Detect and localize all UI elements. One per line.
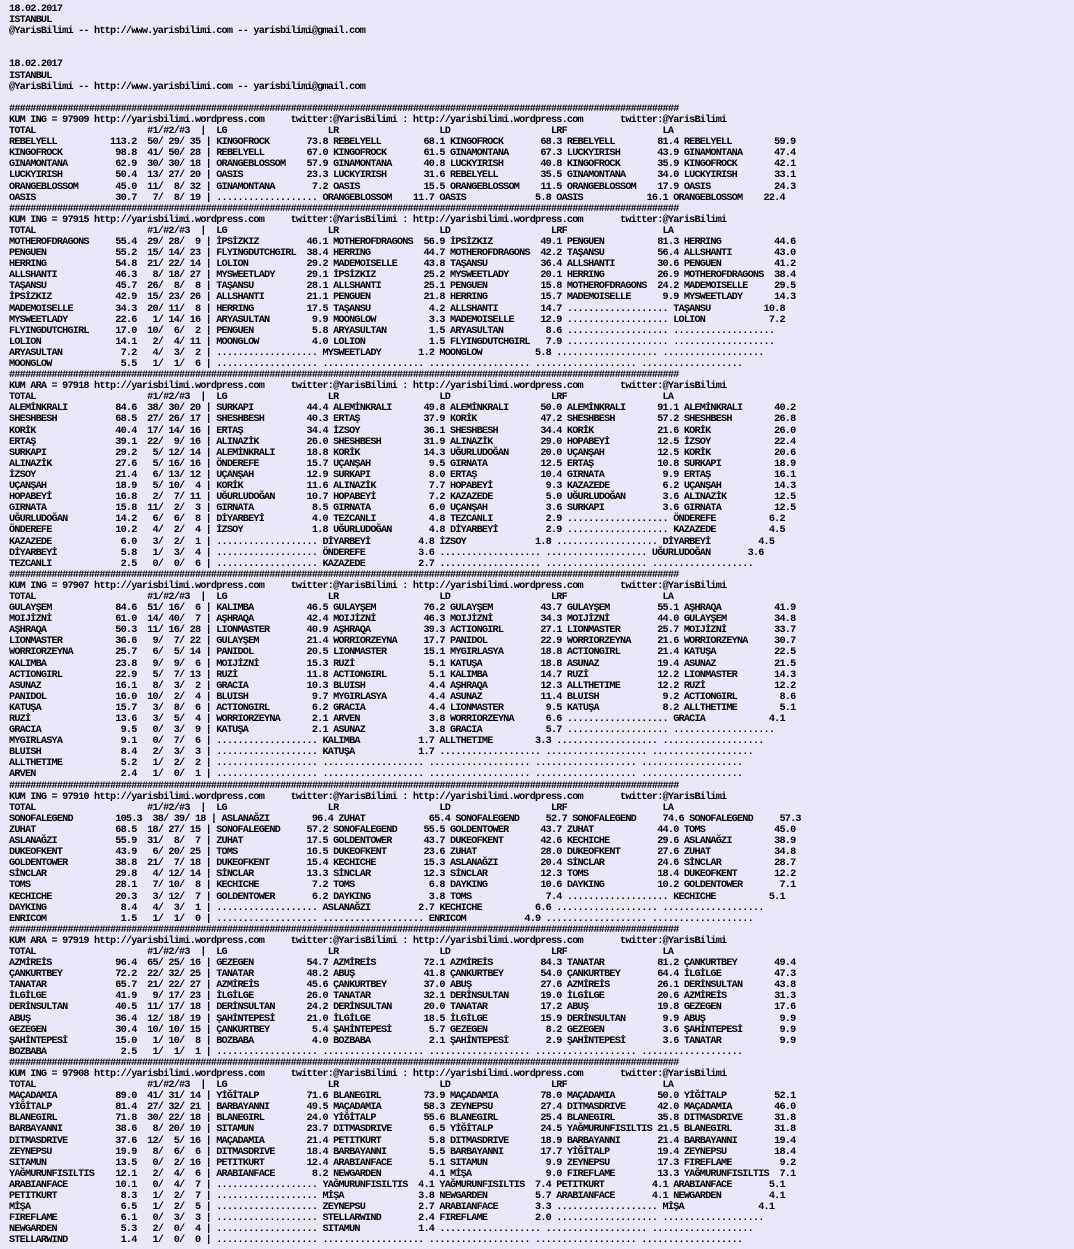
report-line: ############################################################################################################################## bbox=[9, 203, 679, 215]
report-line bbox=[9, 93, 1074, 104]
report-line: RUZİ 13.6 3/ 5/ 4 | WORRIORZEYNA 2.1 ARVEN 3.8 WORRIORZEYNA 6.6 ................... GRACIA 4.1 bbox=[9, 714, 785, 725]
report-line bbox=[9, 37, 1074, 48]
report-line: LUCKYIRISH 50.4 13/ 27/ 20 | OASIS 23.3 LUCKYIRISH 31.6 REBELYELL 35.5 GINAMONTANA 34.0 LUCKYIRISH 33.1 bbox=[9, 170, 796, 182]
report-line: OASIS 30.7 7/ 8/ 19 | ................... ORANGEBLOSSOM 11.7 OASIS 5.8 OASIS 16.1 ORANGEBLOSSOM 22.4 bbox=[9, 192, 785, 204]
report-line: KUM ING = 97907 http://yarisbilimi.wordpress.com twitter:@YarisBilimi : http://yarisbilimi.wordpress.com twitter:@YarisBilimi bbox=[9, 580, 727, 592]
report-line: ############################################################################################################################## bbox=[9, 569, 679, 581]
report-line: MİŞA 6.5 1/ 2/ 5 | ................... ZEYNEPSU 2.7 ARABIANFACE 3.3 ................... MİŞA 4.1 bbox=[9, 1202, 775, 1214]
report-line: PANIDOL 16.0 10/ 2/ 4 | BLUISH 9.7 MYGIRLASYA 4.4 ASUNAZ 11.4 BLUISH 9.2 ACTIONGIRL 8.6 bbox=[9, 691, 796, 703]
report-line: SITAMUN 13.5 0/ 2/ 16 | PETITKURT 12.4 ARABIANFACE 5.1 SITAMUN 9.9 ZEYNEPSU 17.3 FIREFLAME 9.2 bbox=[9, 1157, 796, 1169]
report-line: İPSİZKIZ 42.9 15/ 23/ 26 | ALLSHANTI 21.1 PENGUEN 21.8 HERRING 15.7 MADEMOISELLE 9.9 MYSWEETLADY 14.3 bbox=[9, 292, 796, 304]
report-line: ############################################################################################################################## bbox=[9, 780, 679, 792]
report-line: ISTANBUL bbox=[9, 15, 52, 27]
report-line: ORANGEBLOSSOM 45.0 11/ 8/ 32 | GINAMONTANA 7.2 OASIS 15.5 ORANGEBLOSSOM 11.5 ORANGEBLOSSOM 17.9 OASIS 24.3 bbox=[9, 181, 796, 193]
report-line: @YarisBilimi -- http://www.yarisbilimi.com -- yarisbilimi@gmail.com bbox=[9, 81, 366, 93]
report-line: YAĞMURUNFISILTIS 12.1 2/ 4/ 6 | ARABIANFACE 8.2 NEWGARDEN 4.1 MİŞA 9.0 FIREFLAME 13.3 YAĞMURUNFISILTIS 7.1 bbox=[9, 1168, 796, 1180]
report-line: STELLARWIND 1.4 1/ 0/ 0 | ................... ................... ................... ................... ................... bbox=[9, 1235, 743, 1247]
report-line: MOONGLOW 5.5 1/ 1/ 6 | ................... ................... ................... ................... ................... bbox=[9, 359, 743, 370]
report-line: TOTAL #1/#2/#3 | LG LR LD LRF LA bbox=[9, 225, 674, 237]
report-line: ALINAZİK 27.6 5/ 16/ 16 | ÖNDEREFE 15.7 UÇANŞAH 9.5 GIRNATA 12.5 ERTAŞ 10.8 SURKAPI 18.9 bbox=[9, 458, 796, 470]
report-line: MOIJİZNİ 61.0 14/ 40/ 7 | AŞHRAQA 42.4 MOIJİZNİ 46.3 MOIJİZNİ 34.3 MOIJİZNİ 44.0 GULAYŞEM 34.8 bbox=[9, 614, 796, 626]
report-line: DAYKING 8.4 4/ 3/ 1 | ................... ASLANAĞZI 2.7 KECHICHE 6.6 ................... ................... bbox=[9, 902, 764, 914]
report-line: KUM ING = 97908 http://yarisbilimi.wordpress.com twitter:@YarisBilimi : http://yarisbilimi.wordpress.com twitter:@YarisBilimi bbox=[9, 1069, 727, 1080]
report-line: HOPABEYİ 16.8 2/ 7/ 11 | UĞURLUDOĞAN 10.7 HOPABEYİ 7.2 KAZAZEDE 5.0 UĞURLUDOĞAN 3.6 ALINAZİK 12.5 bbox=[9, 492, 796, 504]
report-line: GEZEGEN 30.4 10/ 10/ 15 | ÇANKURTBEY 5.4 ŞAHİNTEPESİ 5.7 GEZEGEN 8.2 GEZEGEN 3.6 ŞAHİNTEPESİ 9.9 bbox=[9, 1024, 796, 1036]
report-line: ############################################################################################################################## bbox=[9, 103, 679, 115]
report-line: FLYINGDUTCHGIRL 17.0 10/ 6/ 2 | PENGUEN 5.8 ARYASULTAN 1.5 ARYASULTAN 8.6 ................... ................... bbox=[9, 325, 775, 337]
report-line: SURKAPI 29.2 5/ 12/ 14 | ALEMİNKRALI 18.8 KORİK 14.3 UĞURLUDOĞAN 20.0 UÇANŞAH 12.5 KORİK 20.6 bbox=[9, 447, 796, 459]
report-line: ISTANBUL bbox=[9, 70, 52, 82]
report-line: HERRING 54.8 21/ 22/ 14 | LOLION 29.2 MADEMOISELLE 43.8 TAŞANSU 36.4 ALLSHANTI 30.6 PENGUEN 41.2 bbox=[9, 259, 796, 271]
report-line: GRACIA 9.5 0/ 3/ 9 | KATUŞA 2.1 ASUNAZ 3.8 GRACIA 5.7 ................... ................... bbox=[9, 725, 775, 737]
report-line: FIREFLAME 6.1 0/ 3/ 3 | ................... STELLARWIND 2.4 FIREFLAME 2.0 ................... ................... bbox=[9, 1213, 764, 1225]
report-line: ŞAHİNTEPESİ 15.0 1/ 10/ 8 | BOZBABA 4.0 BOZBABA 2.1 ŞAHİNTEPESİ 2.9 ŞAHİNTEPESİ 3.6 TANATAR 9.9 bbox=[9, 1035, 796, 1047]
report-line: KECHICHE 20.3 3/ 12/ 7 | GOLDENTOWER 6.2 DAYKING 3.8 TOMS 7.4 ................... KECHICHE 5.1 bbox=[9, 891, 785, 903]
report-line: TOTAL #1/#2/#3 | LG LR LD LRF LA bbox=[9, 946, 674, 958]
report-line: KORİK 40.4 17/ 14/ 16 | ERTAŞ 34.4 İZSOY 36.1 SHESHBESH 34.4 KORİK 21.6 KORİK 26.0 bbox=[9, 425, 796, 437]
report-line: 18.02.2017 bbox=[9, 4, 63, 15]
report-line: AŞHRAQA 50.3 11/ 16/ 28 | LIONMASTER 40.9 AŞHRAQA 39.3 ACTIONGIRL 27.1 LIONMASTER 25.7 MOIJİZNİ 33.7 bbox=[9, 625, 796, 637]
report-line: NEWGARDEN 5.3 2/ 0/ 4 | ................... SITAMUN 1.4 ................... ................... ................... bbox=[9, 1224, 753, 1236]
report-line: TEZCANLI 2.5 0/ 0/ 6 | ................... KAZAZEDE 2.7 ................... ................... ................... bbox=[9, 558, 753, 570]
report-line: WORRIORZEYNA 25.7 6/ 5/ 14 | PANIDOL 20.5 LIONMASTER 15.1 MYGIRLASYA 18.8 ACTIONGIRL 21.4 KATUŞA 22.5 bbox=[9, 647, 796, 659]
report-line: GOLDENTOWER 38.8 21/ 7/ 18 | DUKEOFKENT 15.4 KECHICHE 15.3 ASLANAĞZI 20.4 SİNCLAR 24.6 SİNCLAR 28.7 bbox=[9, 858, 796, 870]
report-line: ABUŞ 36.4 12/ 18/ 19 | ŞAHİNTEPESİ 21.0 İLGİLGE 18.5 İLGİLGE 15.9 DERİNSULTAN 9.9 ABUŞ 9.9 bbox=[9, 1013, 796, 1025]
report-line: ALEMİNKRALI 84.6 38/ 30/ 20 | SURKAPI 44.4 ALEMİNKRALI 49.8 ALEMİNKRALI 50.0 ALEMİNKRALI 91.1 ALEMİNKRALI 40.2 bbox=[9, 403, 796, 415]
report-line: 18.02.2017 bbox=[9, 59, 63, 71]
report-line: KUM ING = 97909 http://yarisbilimi.wordpress.com twitter:@YarisBilimi : http://yarisbilimi.wordpress.com twitter:@YarisBilimi bbox=[9, 114, 727, 126]
report-line: BLUISH 8.4 2/ 3/ 3 | ................... KATUŞA 1.7 ................... ................... ................... bbox=[9, 747, 753, 759]
report-line: KUM ING = 97910 http://yarisbilimi.wordpress.com twitter:@YarisBilimi : http://yarisbilimi.wordpress.com twitter:@YarisBilimi bbox=[9, 791, 727, 803]
report-line: ASUNAZ 16.1 8/ 3/ 2 | GRACIA 10.3 BLUISH 4.4 AŞHRAQA 12.3 ALLTHETIME 12.2 RUZİ 12.2 bbox=[9, 680, 796, 692]
report-line: ÇANKURTBEY 72.2 22/ 32/ 25 | TANATAR 48.2 ABUŞ 41.8 ÇANKURTBEY 54.0 ÇANKURTBEY 64.4 İLGİLGE 47.3 bbox=[9, 969, 796, 981]
report-line: MAÇADAMIA 89.0 41/ 31/ 14 | YİĞİTALP 71.6 BLANEGIRL 73.9 MAÇADAMIA 78.0 MAÇADAMIA 50.0 YİĞİTALP 52.1 bbox=[9, 1091, 796, 1103]
report-line: DERİNSULTAN 40.5 11/ 17/ 18 | DERİNSULTAN 24.2 DERİNSULTAN 20.0 TANATAR 17.2 ABUŞ 19.8 GEZEGEN 17.6 bbox=[9, 1002, 796, 1014]
report-line: TOTAL #1/#2/#3 | LG LR LD LRF LA bbox=[9, 392, 674, 404]
report-line: ############################################################################################################################## bbox=[9, 924, 679, 936]
report-line: TOTAL #1/#2/#3 | LG LR LD LRF LA bbox=[9, 591, 674, 603]
report-line: KUM ING = 97915 http://yarisbilimi.wordpress.com twitter:@YarisBilimi : http://yarisbilimi.wordpress.com twitter:@YarisBilimi bbox=[9, 214, 727, 226]
report-line: ############################################################################################################################## bbox=[9, 1057, 679, 1069]
report-line bbox=[9, 48, 1074, 59]
report-line: BARBAYANNI 38.6 8/ 20/ 10 | SITAMUN 23.7 DITMASDRIVE 6.5 YİĞİTALP 24.5 YAĞMURUNFISILTIS 21.5 BLANEGIRL 31.8 bbox=[9, 1124, 796, 1136]
report-line: ERTAŞ 39.1 22/ 9/ 16 | ALINAZİK 26.0 SHESHBESH 31.9 ALINAZİK 29.0 HOPABEYİ 12.5 İZSOY 22.4 bbox=[9, 436, 796, 448]
report-line: BOZBABA 2.5 1/ 1/ 1 | ................... ................... ................... ................... ................... bbox=[9, 1046, 743, 1058]
report-line: SONOFALEGEND 105.3 38/ 39/ 18 | ASLANAĞZI 96.4 ZUHAT 65.4 SONOFALEGEND 52.7 SONOFALEGEND 74.6 SONOFALEGEND 57.3 bbox=[9, 813, 801, 825]
report-line: TANATAR 65.7 21/ 22/ 27 | AZMİREİS 45.6 ÇANKURTBEY 37.0 ABUŞ 27.6 AZMİREİS 26.1 DERİNSULTAN 43.8 bbox=[9, 980, 796, 992]
report-line: TOTAL #1/#2/#3 | LG LR LD LRF LA bbox=[9, 1080, 674, 1092]
report-line: SHESHBESH 68.5 27/ 26/ 17 | SHESHBESH 40.3 ERTAŞ 37.9 KORİK 47.2 SHESHBESH 57.2 SHESHBESH 26.8 bbox=[9, 414, 796, 426]
report-line: AZMİREİS 96.4 65/ 25/ 16 | GEZEGEN 54.7 AZMİREİS 72.1 AZMİREİS 84.3 TANATAR 81.2 ÇANKURTBEY 49.4 bbox=[9, 958, 796, 970]
report-line: İZSOY 21.4 6/ 13/ 12 | UÇANŞAH 12.9 SURKAPI 8.0 ERTAŞ 10.4 GIRNATA 9.9 ERTAŞ 16.1 bbox=[9, 469, 796, 481]
report-line: ALLSHANTI 46.3 8/ 18/ 27 | MYSWEETLADY 29.1 İPSİZKIZ 25.2 MYSWEETLADY 20.1 HERRING 26.9 MOTHEROFDRAGONS 38.4 bbox=[9, 270, 796, 282]
report-line: KUM ARA = 97918 http://yarisbilimi.wordpress.com twitter:@YarisBilimi : http://yarisbilimi.wordpress.com twitter:@YarisBilimi bbox=[9, 381, 727, 393]
report-line: PETITKURT 8.3 1/ 2/ 7 | ................... MİŞA 3.8 NEWGARDEN 5.7 ARABIANFACE 4.1 NEWGARDEN 4.1 bbox=[9, 1191, 785, 1203]
report-line: KUM ARA = 97919 http://yarisbilimi.wordpress.com twitter:@YarisBilimi : http://yarisbilimi.wordpress.com twitter:@YarisBilimi bbox=[9, 935, 727, 947]
report-line: ACTIONGIRL 22.9 5/ 7/ 13 | RUZİ 11.8 ACTIONGIRL 5.1 KALIMBA 14.7 RUZİ 12.2 LIONMASTER 14.3 bbox=[9, 669, 796, 681]
report-line: ZUHAT 68.5 18/ 27/ 15 | SONOFALEGEND 57.2 SONOFALEGEND 55.5 GOLDENTOWER 43.7 ZUHAT 44.0 TOMS 45.0 bbox=[9, 824, 796, 836]
report-line: MADEMOISELLE 34.3 20/ 11/ 8 | HERRING 17.5 TAŞANSU 4.2 ALLSHANTI 14.7 ................... TAŞANSU 10.8 bbox=[9, 303, 785, 315]
report-line: BLANEGIRL 71.8 30/ 22/ 18 | BLANEGIRL 24.0 YİĞİTALP 55.6 BLANEGIRL 25.4 BLANEGIRL 35.8 DITMASDRIVE 31.8 bbox=[9, 1113, 796, 1125]
report-line: TAŞANSU 45.7 26/ 8/ 8 | TAŞANSU 28.1 ALLSHANTI 25.1 PENGUEN 15.8 MOTHEROFDRAGONS 24.2 MADEMOISELLE 29.5 bbox=[9, 281, 796, 293]
report-line: TOTAL #1/#2/#3 | LG LR LD LRF LA bbox=[9, 802, 674, 814]
report-line: TOMS 28.1 7/ 10/ 8 | KECHICHE 7.2 TOMS 6.8 DAYKING 10.6 DAYKING 10.2 GOLDENTOWER 7.1 bbox=[9, 880, 796, 892]
report-line: PENGUEN 55.2 15/ 14/ 23 | FLYINGDUTCHGIRL 38.4 HERRING 44.7 MOTHEROFDRAGONS 42.2 TAŞANSU 56.4 ALLSHANTI 43.0 bbox=[9, 248, 796, 260]
report-line: SİNCLAR 29.8 4/ 12/ 14 | SİNCLAR 13.3 SİNCLAR 12.3 SİNCLAR 12.3 TOMS 18.4 DUKEOFKENT 12.2 bbox=[9, 869, 796, 881]
report-line: GIRNATA 15.8 11/ 2/ 3 | GIRNATA 8.5 GIRNATA 6.0 UÇANŞAH 3.6 SURKAPI 3.6 GIRNATA 12.5 bbox=[9, 503, 796, 515]
report-line: TOTAL #1/#2/#3 | LG LR LD LRF LA bbox=[9, 126, 674, 138]
report-line: ALLTHETIME 5.2 1/ 2/ 2 | ................... ................... ................... ................... ................... bbox=[9, 758, 743, 770]
report-line: DITMASDRIVE 37.6 12/ 5/ 16 | MAÇADAMIA 21.4 PETITKURT 5.8 DITMASDRIVE 18.9 BARBAYANNI 21.4 BARBAYANNI 19.4 bbox=[9, 1135, 796, 1147]
report-line: UÇANŞAH 18.9 5/ 10/ 4 | KORİK 11.6 ALINAZİK 7.7 HOPABEYİ 9.3 KAZAZEDE 6.2 UÇANŞAH 14.3 bbox=[9, 481, 796, 493]
report-line: ÖNDEREFE 10.2 4/ 2/ 4 | İZSOY 1.8 UĞURLUDOĞAN 4.8 DİYARBEYİ 2.9 ................... KAZAZEDE 4.5 bbox=[9, 525, 785, 537]
report-line: REBELYELL 113.2 50/ 29/ 35 | KINGOFROCK 73.8 REBELYELL 68.1 KINGOFROCK 68.3 REBELYELL 81.4 REBELYELL 59.9 bbox=[9, 137, 796, 149]
report-line: KAZAZEDE 6.0 3/ 2/ 1 | ................... DİYARBEYİ 4.8 İZSOY 1.8 ................... DİYARBEYİ 4.5 bbox=[9, 536, 775, 548]
report-line: DUKEOFKENT 43.9 6/ 20/ 25 | TOMS 16.5 DUKEOFKENT 23.6 ZUHAT 28.0 DUKEOFKENT 27.6 ZUHAT 34.8 bbox=[9, 847, 796, 859]
report-line: KINGOFROCK 98.8 41/ 50/ 28 | REBELYELL 67.0 KINGOFROCK 61.5 GINAMONTANA 67.3 LUCKYIRISH 43.9 GINAMONTANA 47.4 bbox=[9, 148, 796, 160]
report-line: LOLION 14.1 2/ 4/ 11 | MOONGLOW 4.0 LOLION 1.5 FLYINGDUTCHGIRL 7.9 ................... ................... bbox=[9, 336, 775, 348]
report-line: KATUŞA 15.7 3/ 8/ 6 | ACTIONGIRL 6.2 GRACIA 4.4 LIONMASTER 9.5 KATUŞA 8.2 ALLTHETIME 5.1 bbox=[9, 702, 796, 714]
report-line: LIONMASTER 36.6 9/ 7/ 22 | GULAYŞEM 21.4 WORRIORZEYNA 17.7 PANIDOL 22.9 WORRIORZEYNA 21.6 WORRIORZEYNA 30.7 bbox=[9, 636, 796, 648]
report-line: MYGIRLASYA 9.1 0/ 7/ 6 | ................... KALIMBA 1.7 ALLTHETIME 3.3 ................... ................... bbox=[9, 736, 764, 748]
report-line: UĞURLUDOĞAN 14.2 6/ 6/ 8 | DİYARBEYİ 4.0 TEZCANLI 4.8 TEZCANLI 2.9 ................... ÖNDEREFE 6.2 bbox=[9, 514, 785, 526]
report-line: @YarisBilimi -- http://www.yarisbilimi.com -- yarisbilimi@gmail.com bbox=[9, 26, 366, 38]
report-line: GINAMONTANA 62.9 30/ 30/ 18 | ORANGEBLOSSOM 57.9 GINAMONTANA 40.8 LUCKYIRISH 40.8 KINGOFROCK 35.9 KINGOFROCK 42.1 bbox=[9, 159, 796, 171]
report-line: ASLANAĞZI 55.9 31/ 8/ 7 | ZUHAT 17.5 GOLDENTOWER 43.7 DUKEOFKENT 42.6 KECHICHE 29.6 ASLANAĞZI 38.9 bbox=[9, 836, 796, 848]
report-line: ARVEN 2.4 1/ 0/ 1 | ................... ................... ................... ................... ................... bbox=[9, 769, 743, 781]
report-line: KALIMBA 23.8 9/ 9/ 6 | MOIJİZNİ 15.3 RUZİ 5.1 KATUŞA 18.8 ASUNAZ 19.4 ASUNAZ 21.5 bbox=[9, 658, 796, 670]
report-line: İLGİLGE 41.9 9/ 17/ 23 | İLGİLGE 26.0 TANATAR 32.1 DERİNSULTAN 19.0 İLGİLGE 20.6 AZMİREİS 31.3 bbox=[9, 991, 796, 1003]
report-line: ENRICOM 1.5 1/ 1/ 0 | ................... ................... ENRICOM 4.9 ................... ................... bbox=[9, 913, 753, 925]
report-line: ZEYNEPSU 19.9 8/ 6/ 6 | DITMASDRIVE 18.4 BARBAYANNI 5.5 BARBAYANNI 17.7 YİĞİTALP 19.4 ZEYNEPSU 18.4 bbox=[9, 1146, 796, 1158]
report-line: GULAYŞEM 84.6 51/ 16/ 6 | KALIMBA 46.5 GULAYŞEM 76.2 GULAYŞEM 43.7 GULAYŞEM 55.1 AŞHRAQA 41.9 bbox=[9, 603, 796, 615]
report-line: MYSWEETLADY 22.6 1/ 14/ 16 | ARYASULTAN 9.9 MOONGLOW 3.3 MADEMOISELLE 12.9 ................... LOLION 7.2 bbox=[9, 314, 785, 326]
report-line: YİĞİTALP 81.4 27/ 32/ 21 | BARBAYANNI 49.5 MAÇADAMIA 58.3 ZEYNEPSU 27.4 DITMASDRIVE 42.0 MAÇADAMIA 46.0 bbox=[9, 1102, 796, 1114]
report-line: DİYARBEYİ 5.8 1/ 3/ 4 | ................... ÖNDEREFE 3.6 ................... ................... UĞURLUDOĞAN 3.6 bbox=[9, 547, 764, 559]
report-line: ############################################################################################################################## bbox=[9, 370, 679, 382]
report-line: ARABIANFACE 10.1 0/ 4/ 7 | ................... YAĞMURUNFISILTIS 4.1 YAĞMURUNFISILTIS 7.4 PETITKURT 4.1 ARABIANFACE 5.1 bbox=[9, 1179, 785, 1191]
report-line: ARYASULTAN 7.2 4/ 3/ 2 | ................... MYSWEETLADY 1.2 MOONGLOW 5.8 ................... ................... bbox=[9, 347, 764, 359]
report-line: MOTHEROFDRAGONS 55.4 29/ 28/ 9 | İPSİZKIZ 46.1 MOTHEROFDRAGONS 56.9 İPSİZKIZ 49.1 PENGUEN 81.3 HERRING 44.6 bbox=[9, 236, 796, 248]
